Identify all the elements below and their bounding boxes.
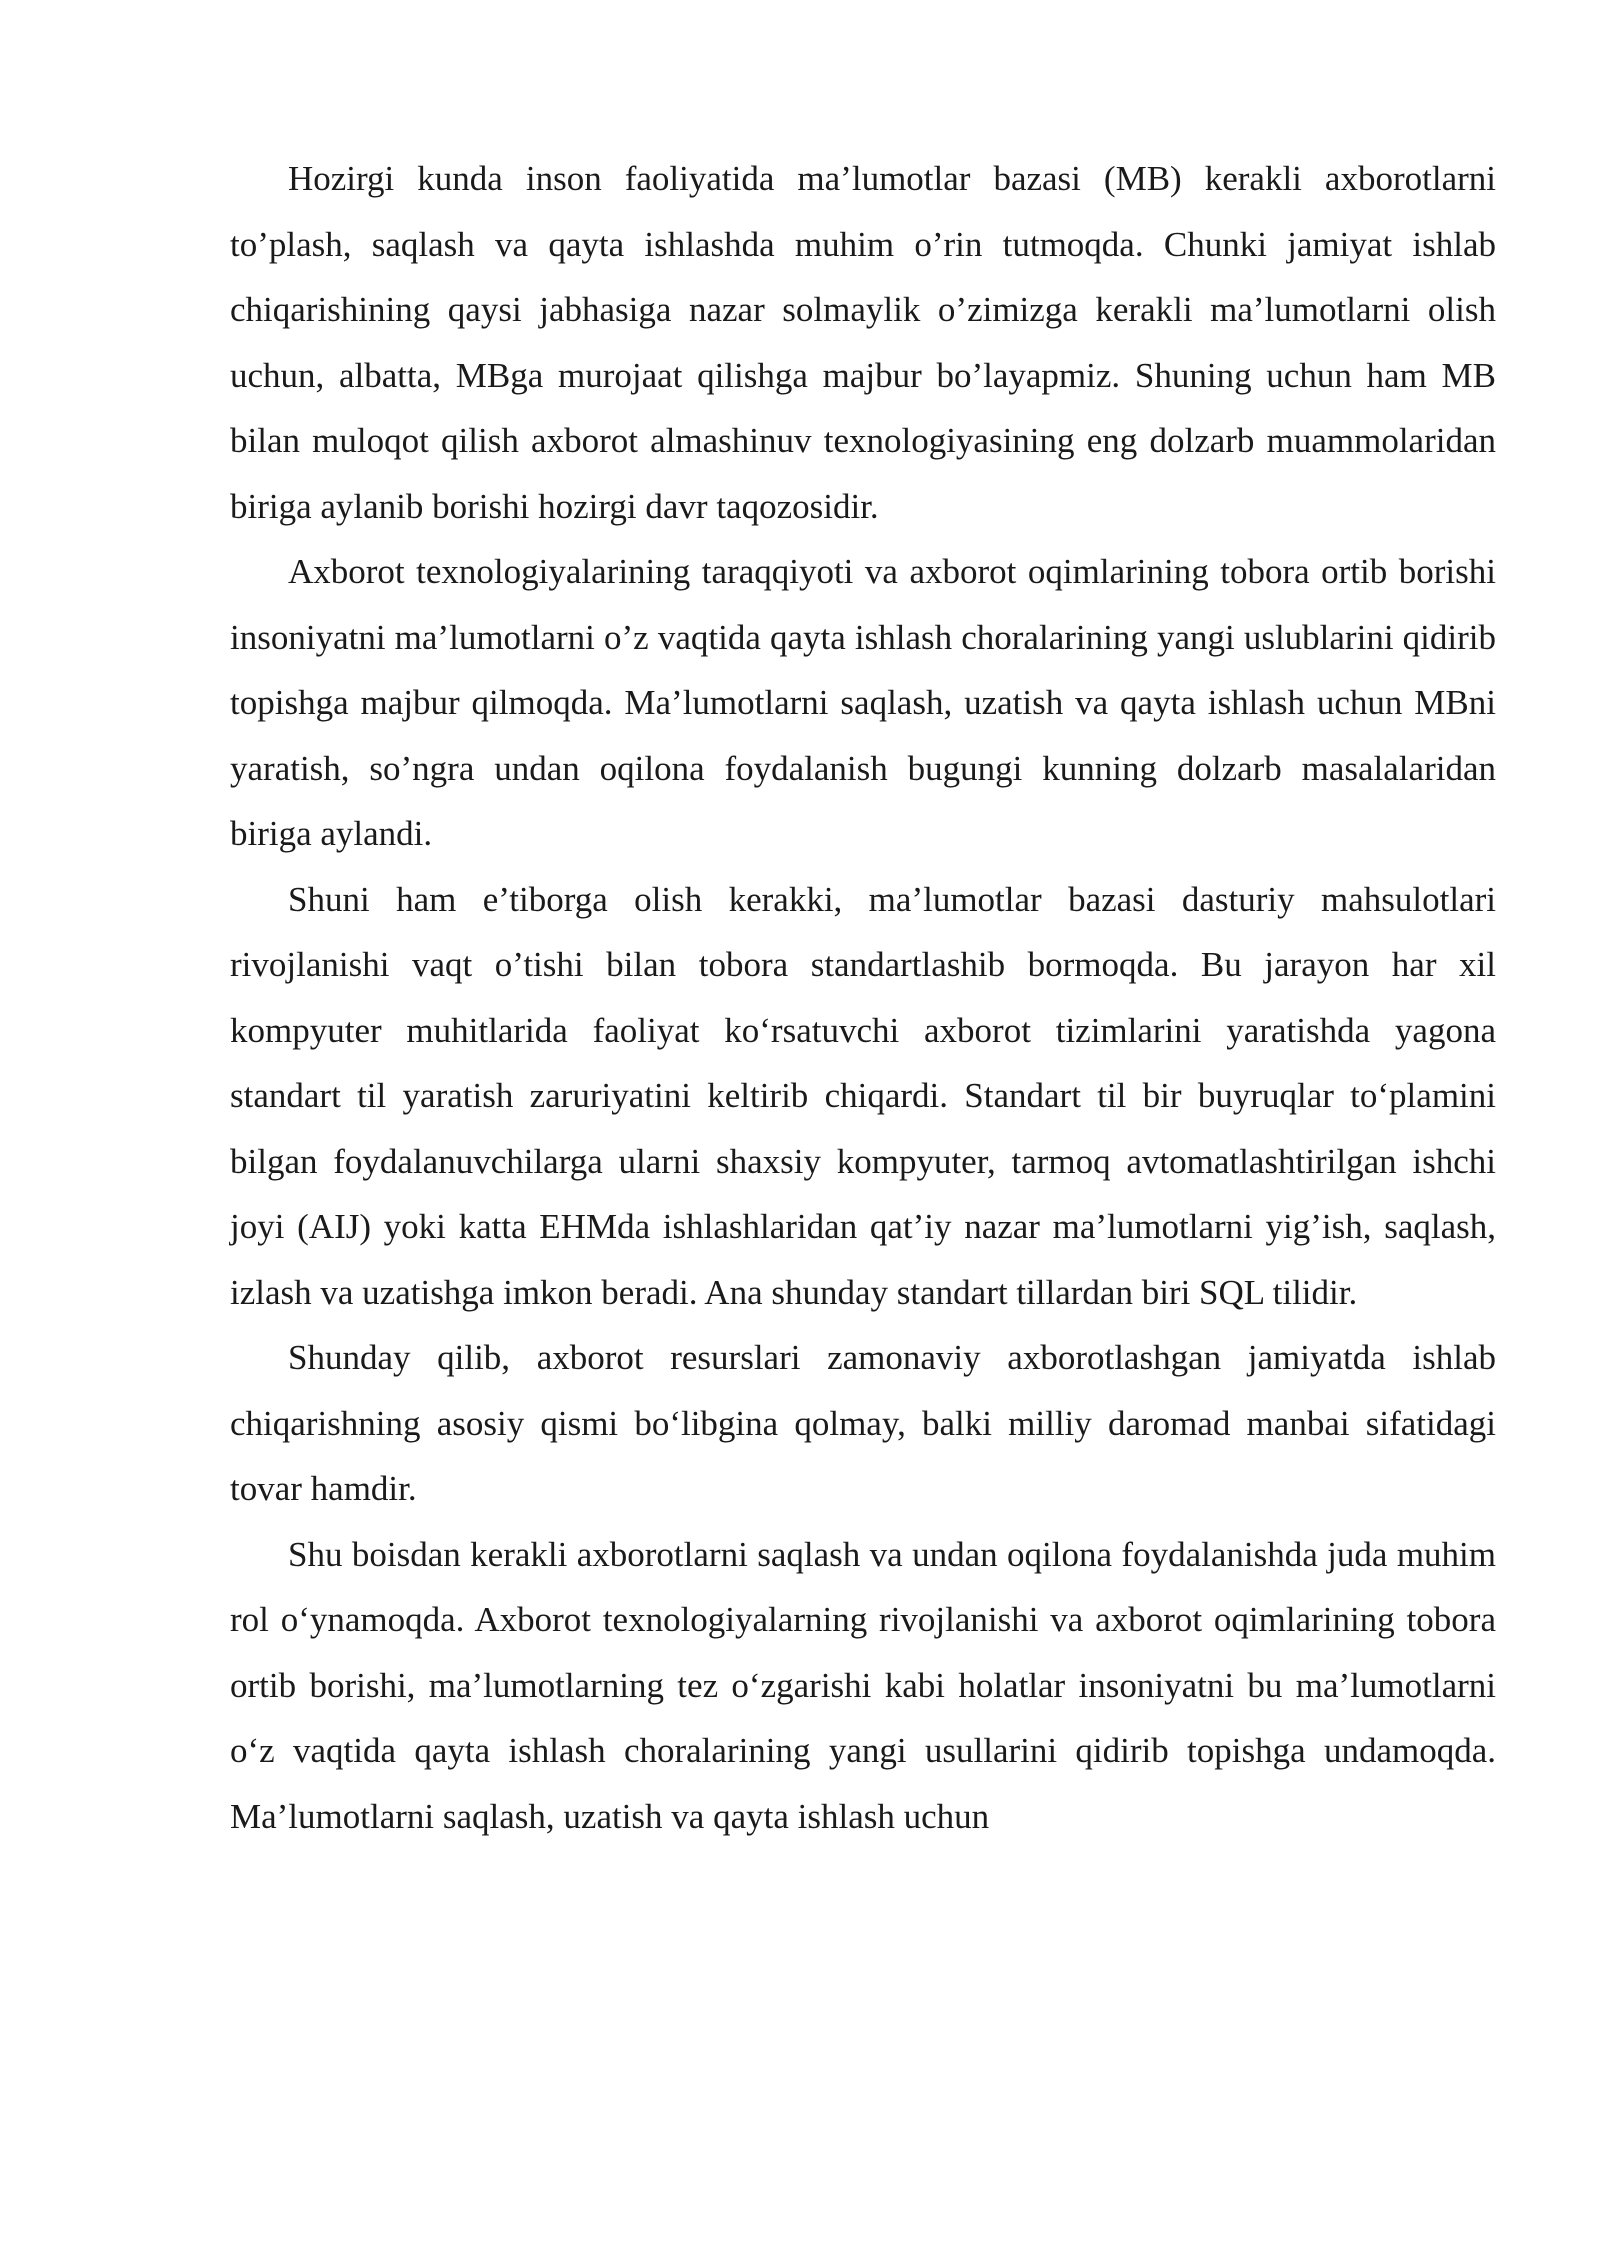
paragraph-1: Hozirgi kunda inson faoliyatida ma’lumotlar bazasi (MB) kerakli axborotlarni to’plash, saqlash va qayta ishlashda muhim o’rin tutmoqda. Chunki jamiyat ishlab chiqarishining qaysi jabhasiga nazar solmaylik o’zimizga kerakli ma’lumotlarni olish uchun, albatta, MBga murojaat qilishga majbur bo’layapmiz. Shuning uchun ham MB bilan muloqot qilish axborot almashinuv texnologiyasining eng dolzarb muammolaridan biriga aylanib borishi hozirgi davr taqozosidir. (230, 159, 1496, 526)
document-body (230, 146, 1496, 1849)
paragraph-4: Shunday qilib, axborot resurslari zamonaviy axborotlashgan jamiyatda ishlab chiqarishning asosiy qismi bo‘libgina qolmay, balki milliy daromad manbai sifatidagi tovar hamdir. (230, 1338, 1496, 1508)
paragraph-3: Shuni ham e’tiborga olish kerakki, ma’lumotlar bazasi dasturiy mahsulotlari rivojlanishi vaqt o’tishi bilan tobora standartlashib bormoqda. Bu jarayon har xil kompyuter muhitlarida faoliyat ko‘rsatuvchi axborot tizimlarini yaratishda yagona standart til yaratish zaruriyatini keltirib chiqardi. Standart til bir buyruqlar to‘plamini bilgan foydalanuvchilarga ularni shaxsiy kompyuter, tarmoq avtomatlashtirilgan ishchi joyi (AIJ) yoki katta EHMda ishlashlaridan qat’iy nazar ma’lumotlarni yig’ish, saqlash, izlash va uzatishga imkon beradi. Ana shunday standart tillardan biri SQL tilidir. (230, 879, 1496, 1312)
paragraph-2: Axborot texnologiyalarining taraqqiyoti va axborot oqimlarining tobora ortib borishi insoniyatni ma’lumotlarni o’z vaqtida qayta ishlash choralarining yangi uslublarini qidirib topishga majbur qilmoqda. Ma’lumotlarni saqlash, uzatish va qayta ishlash uchun MBni yaratish, so’ngra undan oqilona foydalanish bugungi kunning dolzarb masalalaridan biriga aylandi. (230, 552, 1496, 853)
paragraph-5: Shu boisdan kerakli axborotlarni saqlash va undan oqilona foydalanishda juda muhim rol o‘ynamoqda. Axborot texnologiyalarning rivojlanishi va axborot oqimlarining tobora ortib borishi, ma’lumotlarning tez o‘zgarishi kabi holatlar insoniyatni bu ma’lumotlarni o‘z vaqtida qayta ishlash choralarining yangi usullarini qidirib topishga undamoqda. Ma’lumotlarni saqlash, uzatish va qayta ishlash uchun (230, 1534, 1496, 1836)
